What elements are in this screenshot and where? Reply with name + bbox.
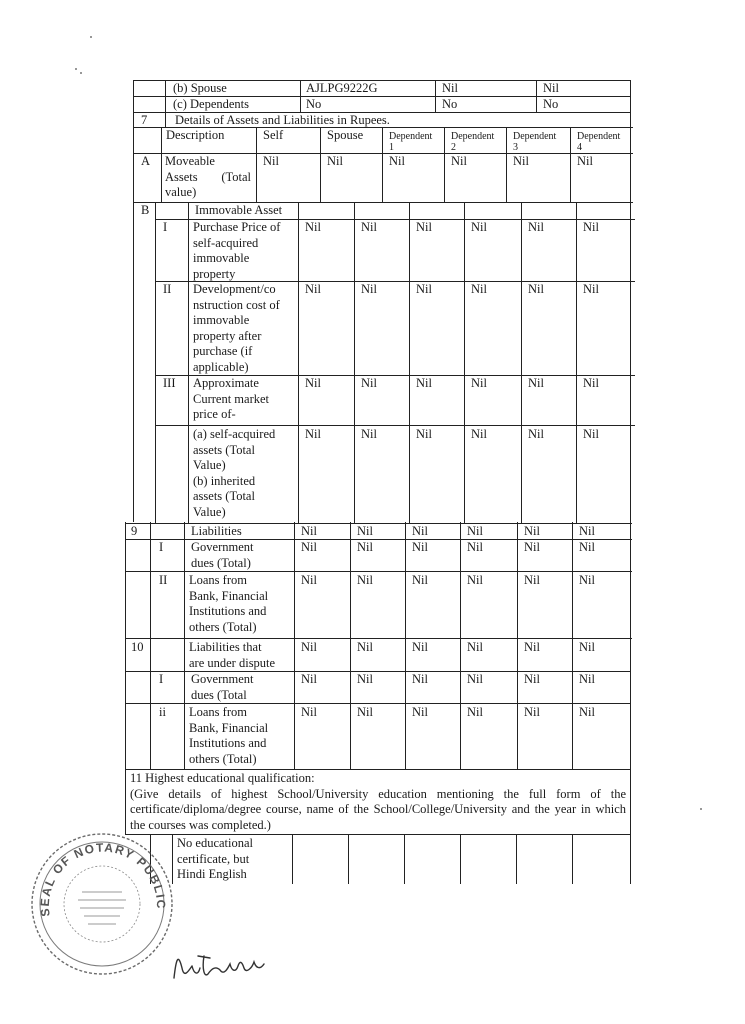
self-acquired-dependent-4: Nil [583, 427, 599, 441]
spouse-value: Nil [442, 81, 458, 95]
govdues-self: Nil [301, 540, 317, 554]
purchase-dependent-2: Nil [471, 220, 487, 234]
header-self: Self [263, 128, 284, 142]
loans-dependent-2: Nil [467, 573, 483, 587]
moveable-assets-label: Moveable Assets (Total value) [165, 154, 251, 199]
loans2-dependent-3: Nil [524, 705, 540, 719]
loans-label: Loans from Bank, Financial Institutions and others (Total) [189, 573, 269, 634]
dependents-label: (c) Dependents [173, 97, 250, 111]
rule [350, 522, 351, 769]
rule [184, 522, 185, 769]
rule [133, 80, 134, 522]
header-dependent-1: Dependent 1 [389, 131, 433, 153]
rule [536, 80, 537, 112]
approximate-self: Nil [305, 376, 321, 390]
scan-speck [90, 36, 92, 38]
rule [125, 522, 126, 834]
rule [572, 834, 573, 884]
purchase-dependent-4: Nil [583, 220, 599, 234]
approximate-price-label: Approximate Current market price of- [193, 376, 270, 421]
self-acquired-self: Nil [305, 427, 321, 441]
rule [256, 127, 257, 202]
row-roman: III [163, 376, 176, 390]
dependents-pan: No [306, 97, 322, 111]
immovable-asset-label: Immovable Asset [195, 203, 283, 217]
row-letter: A [141, 154, 151, 168]
purchase-self: Nil [305, 220, 321, 234]
dispute-dependent-3: Nil [524, 640, 540, 654]
rule [405, 522, 406, 769]
loans-label: Loans from Bank, Financial Institutions and others (Total) [189, 705, 269, 766]
liabilities-dependent-3: Nil [524, 524, 540, 538]
seal-text: SEAL OF NOTARY PUBLIC [37, 840, 169, 918]
section-title: Details of Assets and Liabilities in Rupees. [175, 113, 390, 127]
rule [506, 127, 507, 202]
loans-dependent-1: Nil [412, 573, 428, 587]
liabilities-dependent-2: Nil [467, 524, 483, 538]
approximate-dependent-3: Nil [528, 376, 544, 390]
moveable-spouse: Nil [327, 154, 343, 168]
govdues2-self: Nil [301, 672, 317, 686]
section-number: 7 [141, 113, 148, 127]
loans-dependent-3: Nil [524, 573, 540, 587]
row-letter: B [141, 203, 150, 217]
dispute-dependent-2: Nil [467, 640, 483, 654]
header-dependent-4: Dependent 4 [577, 131, 621, 153]
dispute-self: Nil [301, 640, 317, 654]
rule [382, 127, 383, 202]
government-dues-label: Government dues (Total [191, 672, 254, 702]
spouse-value: Nil [543, 81, 559, 95]
rule [517, 522, 518, 769]
rule [155, 202, 156, 523]
loans2-dependent-2: Nil [467, 705, 483, 719]
row-roman: II [159, 573, 168, 587]
liabilities-label: Liabilities [191, 524, 242, 538]
development-cost-label: Development/co nstruction cost of immovable property after purchase (if applicable) [193, 282, 280, 374]
rule [576, 202, 577, 523]
rule [354, 202, 355, 523]
header-dependent-2: Dependent 2 [451, 131, 495, 153]
moveable-dependent-3: Nil [513, 154, 529, 168]
approximate-spouse: Nil [361, 376, 377, 390]
govdues-dependent-1: Nil [412, 540, 428, 554]
loans-spouse: Nil [357, 573, 373, 587]
scan-speck [700, 808, 702, 810]
row-roman: II [163, 282, 172, 296]
row-roman: I [163, 220, 168, 234]
moveable-self: Nil [263, 154, 279, 168]
development-self: Nil [305, 282, 321, 296]
liabilities-dependent-4: Nil [579, 524, 595, 538]
moveable-dependent-4: Nil [577, 154, 593, 168]
approximate-dependent-1: Nil [416, 376, 432, 390]
rule [435, 80, 436, 112]
rule [165, 80, 166, 128]
rule [630, 834, 631, 884]
section-number: 10 [131, 640, 144, 654]
header-description: Description [166, 128, 225, 142]
dependents-value: No [543, 97, 559, 111]
header-dependent-3: Dependent 3 [513, 131, 557, 153]
loans2-self: Nil [301, 705, 317, 719]
purchase-spouse: Nil [361, 220, 377, 234]
loans-dependent-4: Nil [579, 573, 595, 587]
purchase-dependent-1: Nil [416, 220, 432, 234]
rule [409, 202, 410, 523]
rule [348, 834, 349, 884]
rule [300, 80, 301, 112]
rule [460, 834, 461, 884]
dispute-spouse: Nil [357, 640, 373, 654]
loans2-dependent-4: Nil [579, 705, 595, 719]
approximate-dependent-2: Nil [471, 376, 487, 390]
header-spouse: Spouse [327, 128, 364, 142]
liabilities-spouse: Nil [357, 524, 373, 538]
rule [188, 202, 189, 523]
rule [444, 127, 445, 202]
govdues2-dependent-3: Nil [524, 672, 540, 686]
self-acquired-dependent-3: Nil [528, 427, 544, 441]
government-dues-label: Government dues (Total) [191, 540, 254, 570]
loans-self: Nil [301, 573, 317, 587]
moveable-dependent-1: Nil [389, 154, 405, 168]
rule [292, 834, 293, 884]
education-paragraph: 11 Highest educational qualification: (Give details of highest School/University education mentioning the full form of the certificate/diploma/degree course, name of the School/College/University and the year in which the courses was completed.) [130, 771, 626, 832]
govdues-dependent-4: Nil [579, 540, 595, 554]
dispute-label: Liabilities that are under dispute [189, 640, 276, 670]
self-acquired-spouse: Nil [361, 427, 377, 441]
purchase-price-label: Purchase Price of self-acquired immovable property [193, 220, 281, 281]
rule [404, 834, 405, 884]
rule [572, 522, 573, 769]
development-spouse: Nil [361, 282, 377, 296]
govdues2-dependent-4: Nil [579, 672, 595, 686]
govdues-spouse: Nil [357, 540, 373, 554]
loans2-spouse: Nil [357, 705, 373, 719]
liabilities-self: Nil [301, 524, 317, 538]
purchase-dependent-3: Nil [528, 220, 544, 234]
govdues-dependent-3: Nil [524, 540, 540, 554]
dispute-dependent-1: Nil [412, 640, 428, 654]
liabilities-dependent-1: Nil [412, 524, 428, 538]
development-dependent-2: Nil [471, 282, 487, 296]
section-number: 9 [131, 524, 138, 538]
no-education-label: No educational certificate, but Hindi English [177, 836, 254, 881]
row-roman: ii [159, 705, 166, 719]
rule [464, 202, 465, 523]
dispute-dependent-4: Nil [579, 640, 595, 654]
rule [521, 202, 522, 523]
govdues2-dependent-1: Nil [412, 672, 428, 686]
rule [460, 522, 461, 769]
spouse-label: (b) Spouse [173, 81, 227, 95]
rule [320, 127, 321, 202]
govdues-dependent-2: Nil [467, 540, 483, 554]
self-acquired-label: (a) self-acquired assets (Total Value) (b) inherited assets (Total Value) [193, 427, 276, 519]
spouse-pan: AJLPG9222G [306, 81, 378, 95]
loans2-dependent-1: Nil [412, 705, 428, 719]
moveable-dependent-2: Nil [451, 154, 467, 168]
scan-speck [80, 72, 82, 74]
self-acquired-dependent-1: Nil [416, 427, 432, 441]
rule [294, 522, 295, 769]
rule [516, 834, 517, 884]
govdues2-spouse: Nil [357, 672, 373, 686]
row-roman: I [159, 672, 164, 686]
handwritten-signature [168, 938, 268, 988]
rule [570, 127, 571, 202]
rule [150, 522, 151, 769]
self-acquired-dependent-2: Nil [471, 427, 487, 441]
dependents-value: No [442, 97, 458, 111]
govdues2-dependent-2: Nil [467, 672, 483, 686]
rule [298, 202, 299, 523]
rule [630, 80, 631, 834]
scan-speck [75, 68, 77, 70]
development-dependent-1: Nil [416, 282, 432, 296]
development-dependent-3: Nil [528, 282, 544, 296]
row-roman: I [159, 540, 164, 554]
development-dependent-4: Nil [583, 282, 599, 296]
approximate-dependent-4: Nil [583, 376, 599, 390]
notary-seal-stamp [28, 830, 176, 978]
